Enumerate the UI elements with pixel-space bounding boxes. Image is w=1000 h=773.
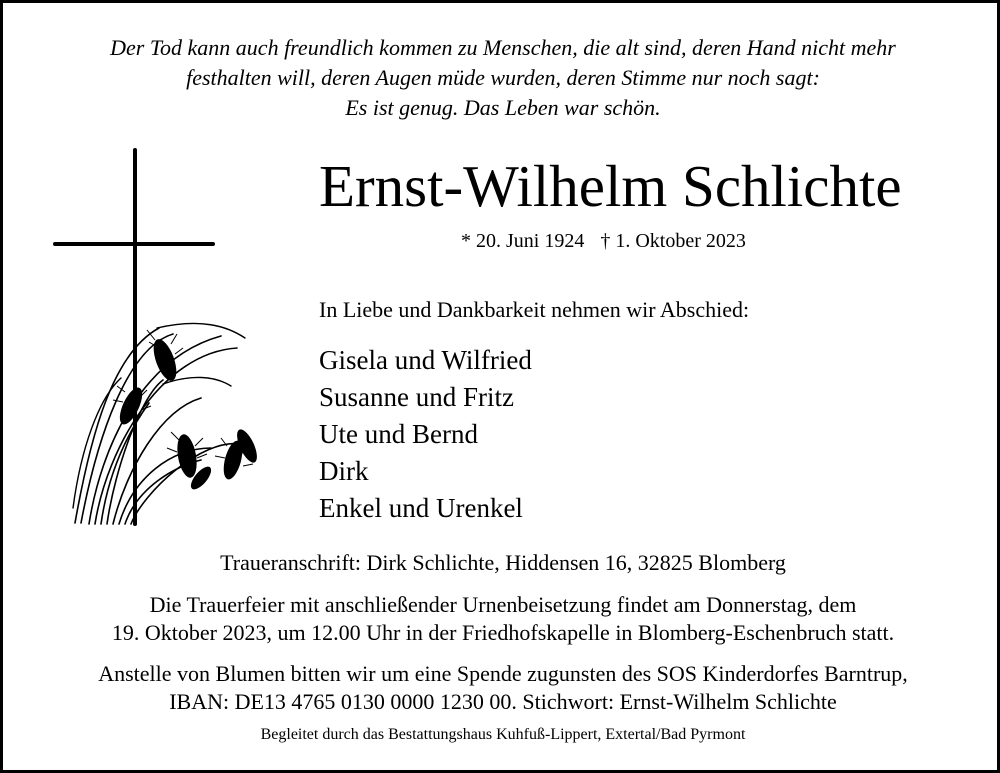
mourner-entry: Ute und Bernd bbox=[319, 419, 478, 449]
farewell-intro: In Liebe und Dankbarkeit nehmen wir Abschied: bbox=[319, 297, 750, 322]
donation-info bbox=[3, 660, 1000, 716]
poem-line: Der Tod kann auch freundlich kommen zu Menschen, die alt sind, deren Hand nicht mehr bbox=[110, 35, 896, 60]
mourner-entry: Enkel und Urenkel bbox=[319, 493, 523, 523]
poem-line: festhalten will, deren Augen müde wurden, deren Stimme nur noch sagt: bbox=[186, 65, 820, 90]
donation-line: IBAN: DE13 4765 0130 0000 1230 00. Stichwort: Ernst-Wilhelm Schlichte bbox=[169, 689, 837, 714]
mourner-entry: Gisela und Wilfried bbox=[319, 345, 532, 375]
poem-line: Es ist genug. Das Leben war schön. bbox=[345, 95, 661, 120]
birth-date: * 20. Juni 1924 bbox=[461, 230, 585, 252]
mourner-entry: Susanne und Fritz bbox=[319, 382, 514, 412]
deceased-name: Ernst-Wilhelm Schlichte bbox=[319, 153, 902, 219]
death-date: † 1. Oktober 2023 bbox=[600, 230, 746, 252]
life-dates bbox=[461, 227, 746, 255]
mourners-list bbox=[319, 342, 532, 527]
ceremony-line: Die Trauerfeier mit anschließender Urnenbeisetzung findet am Donnerstag, dem bbox=[149, 592, 857, 617]
mourning-address: Traueranschrift: Dirk Schlichte, Hiddensen 16, 32825 Blomberg bbox=[220, 550, 786, 575]
undertaker-credit: Begleitet durch das Bestattungshaus Kuhfuß-Lippert, Extertal/Bad Pyrmont bbox=[260, 726, 746, 743]
ceremony-line: 19. Oktober 2023, um 12.00 Uhr in der Friedhofskapelle in Blomberg-Eschenbruch statt. bbox=[111, 620, 895, 645]
ceremony-info bbox=[3, 591, 1000, 647]
mourner-entry: Dirk bbox=[319, 456, 369, 486]
cross-with-wheat-icon bbox=[51, 148, 281, 528]
donation-line: Anstelle von Blumen bitten wir um eine Spende zugunsten des SOS Kinderdorfes Barntrup, bbox=[98, 661, 908, 686]
poem bbox=[3, 33, 1000, 123]
